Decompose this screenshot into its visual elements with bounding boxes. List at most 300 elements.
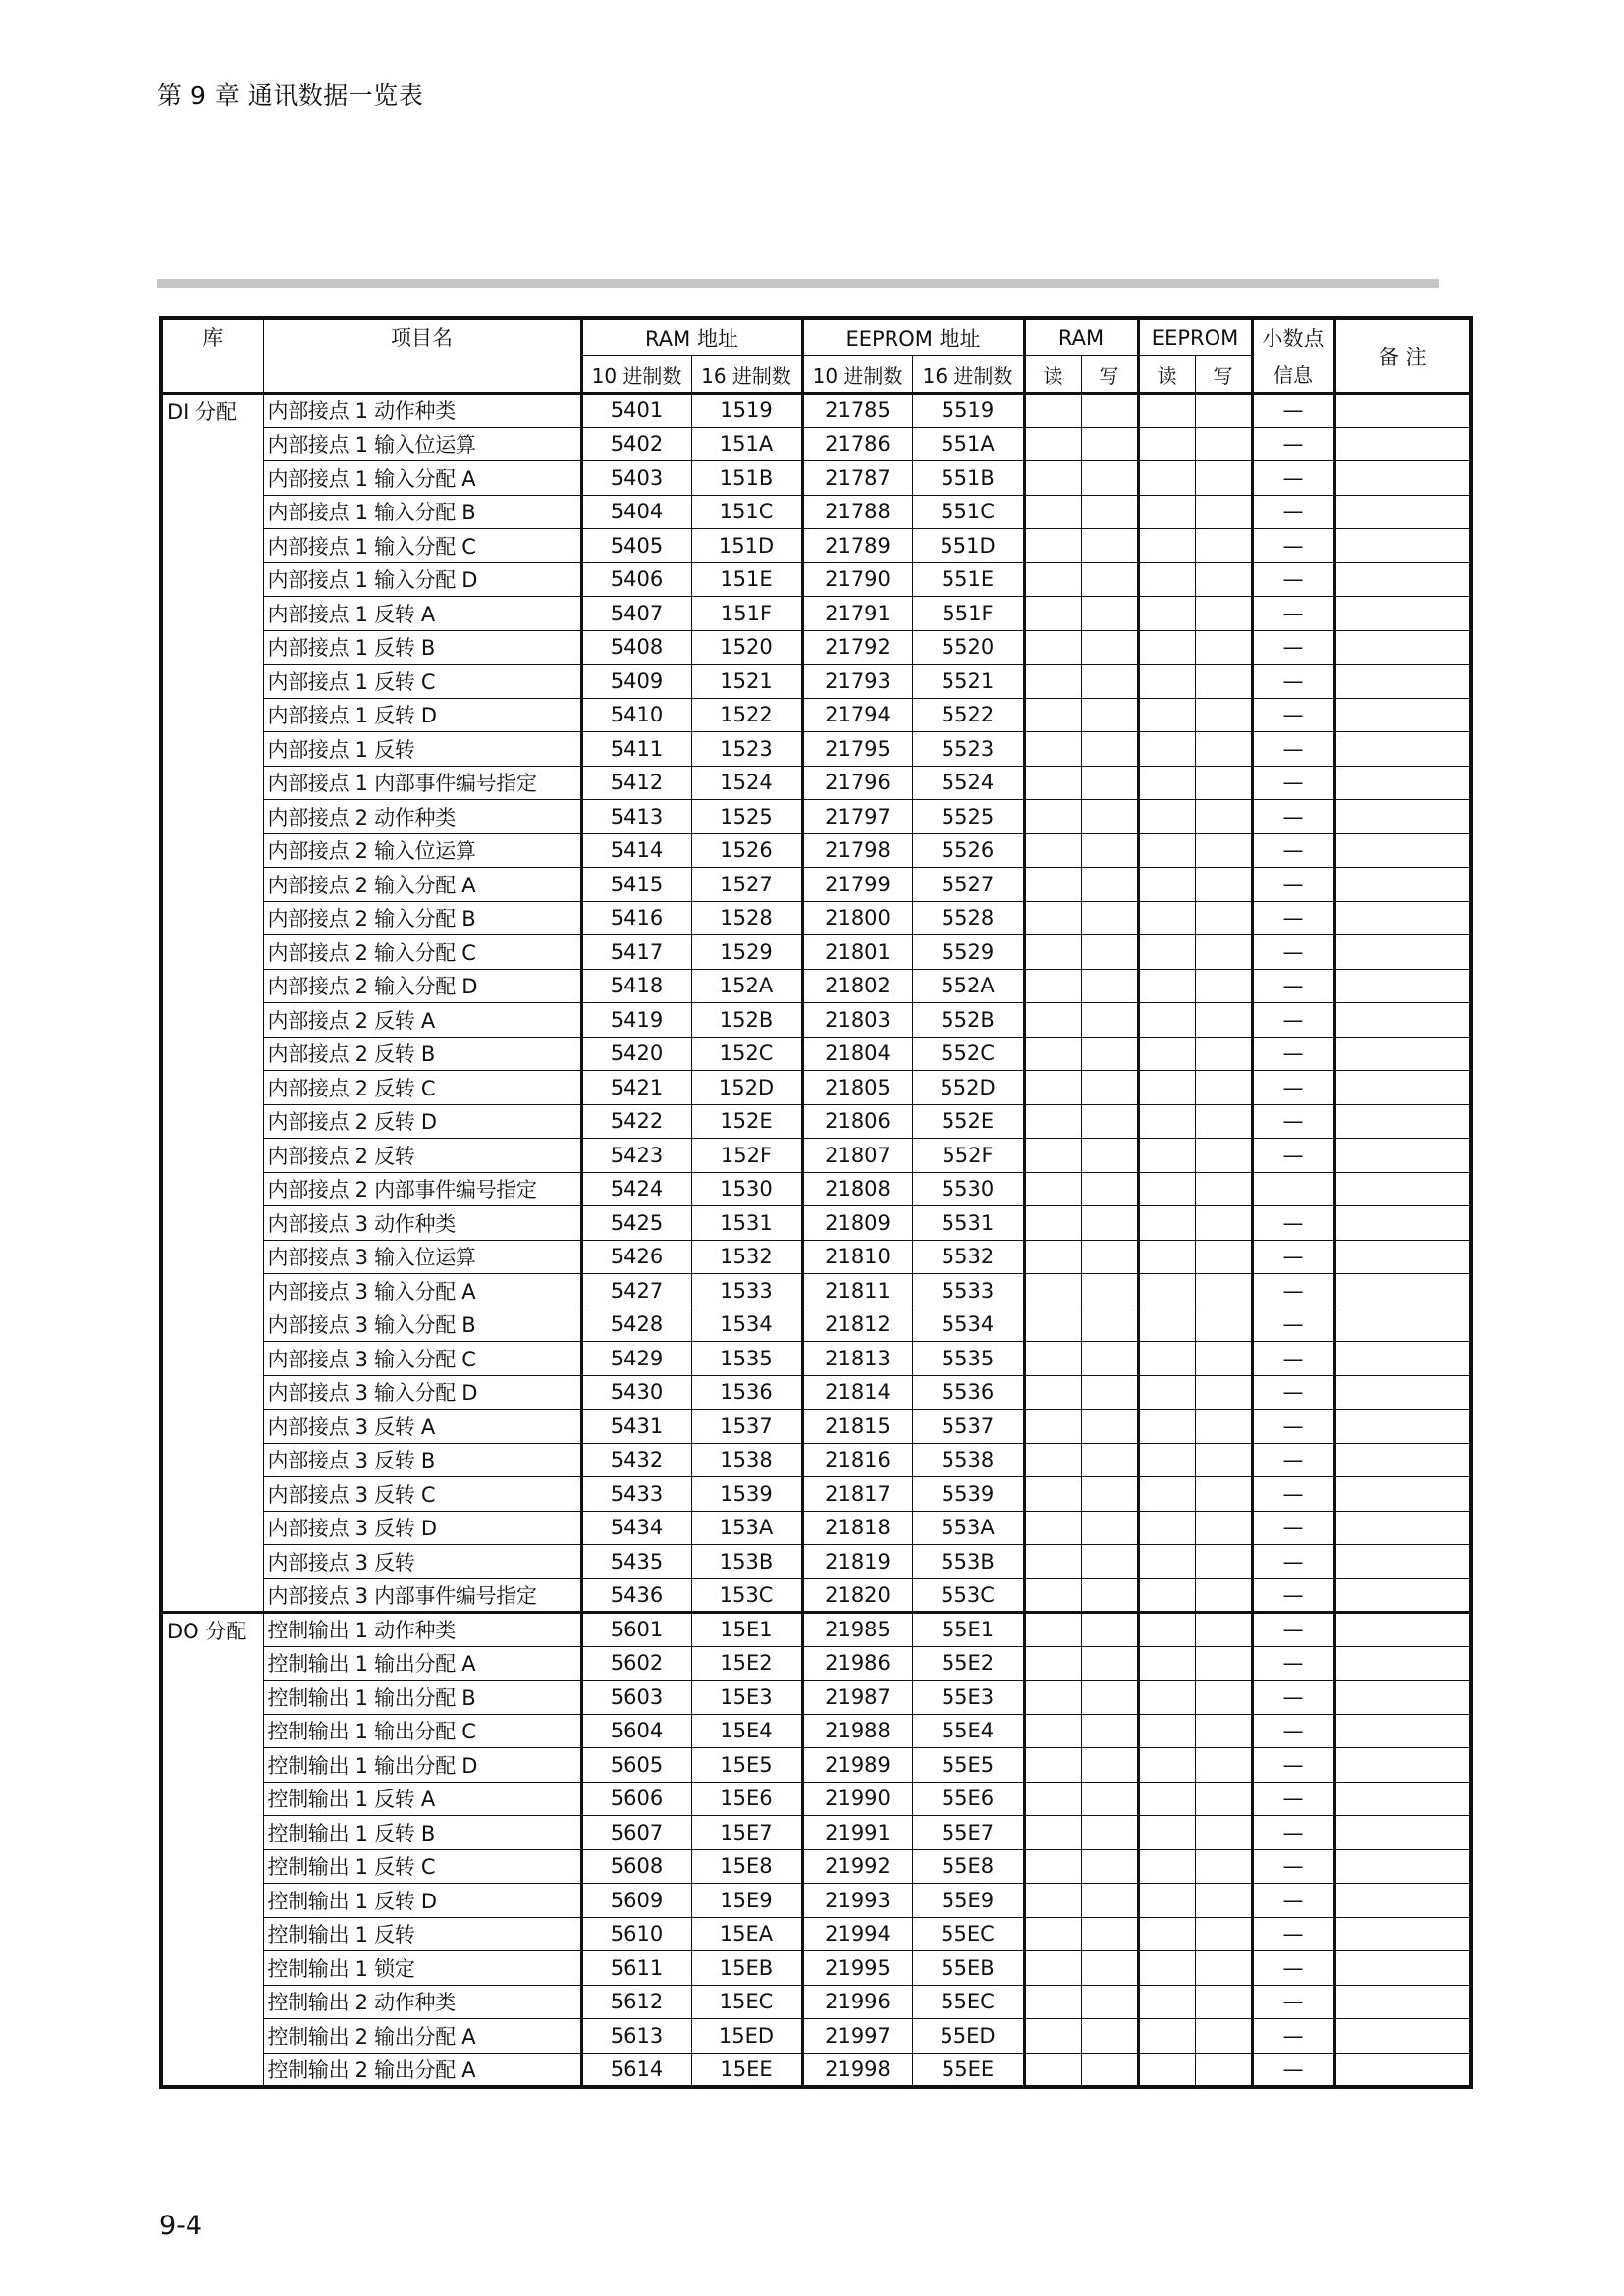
table-row [161, 868, 1471, 902]
decimal-info-cell: — [1252, 1104, 1334, 1139]
remarks-cell [1334, 1545, 1471, 1579]
ram-hex-cell: 1520 [691, 630, 802, 665]
ram-read-cell [1024, 1816, 1081, 1850]
ram-read-cell [1024, 1139, 1081, 1173]
decimal-info-cell: — [1252, 1917, 1334, 1951]
header-rule [157, 279, 1439, 288]
ram-hex-cell: 1538 [691, 1443, 802, 1477]
ram-dec-cell: 5407 [581, 597, 691, 631]
eeprom-write-cell [1195, 1951, 1252, 1986]
eeprom-write-cell [1195, 394, 1252, 428]
col-header-eeprom-address: EEPROM 地址 [802, 318, 1024, 356]
eeprom-read-cell [1138, 1003, 1195, 1038]
ram-read-cell [1024, 833, 1081, 868]
ram-hex-cell: 15EB [691, 1951, 802, 1986]
eeprom-hex-cell: 55E1 [912, 1613, 1024, 1647]
decimal-info-cell: — [1252, 935, 1334, 970]
remarks-cell [1334, 1884, 1471, 1918]
ram-write-cell [1081, 1240, 1138, 1274]
ram-write-cell [1081, 1849, 1138, 1884]
table-row [161, 2053, 1471, 2087]
item-name-cell: 内部接点 3 反转 A [263, 1410, 581, 1444]
ram-hex-cell: 1522 [691, 698, 802, 732]
ram-write-cell [1081, 630, 1138, 665]
eeprom-dec-cell: 21992 [802, 1849, 912, 1884]
ram-dec-cell: 5603 [581, 1681, 691, 1715]
eeprom-hex-cell: 5537 [912, 1410, 1024, 1444]
item-name-cell: 控制输出 2 输出分配 A [263, 2019, 581, 2054]
item-name-cell: 控制输出 2 输出分配 A [263, 2053, 581, 2087]
eeprom-dec-cell: 21991 [802, 1816, 912, 1850]
remarks-cell [1334, 2019, 1471, 2054]
ram-dec-cell: 5423 [581, 1139, 691, 1173]
ram-hex-cell: 1523 [691, 732, 802, 767]
ram-read-cell [1024, 1681, 1081, 1715]
ram-dec-cell: 5432 [581, 1443, 691, 1477]
decimal-info-cell: — [1252, 1071, 1334, 1105]
col-header-eeprom-read: 读 [1138, 356, 1195, 394]
ram-hex-cell: 1532 [691, 1240, 802, 1274]
ram-dec-cell: 5610 [581, 1917, 691, 1951]
ram-hex-cell: 15E3 [691, 1681, 802, 1715]
eeprom-dec-cell: 21815 [802, 1410, 912, 1444]
ram-dec-cell: 5431 [581, 1410, 691, 1444]
eeprom-dec-cell: 21990 [802, 1782, 912, 1816]
remarks-cell [1334, 1443, 1471, 1477]
eeprom-dec-cell: 21820 [802, 1578, 912, 1613]
eeprom-dec-cell: 21993 [802, 1884, 912, 1918]
ram-write-cell [1081, 1646, 1138, 1681]
ram-write-cell [1081, 1714, 1138, 1748]
eeprom-hex-cell: 55EC [912, 1917, 1024, 1951]
ram-write-cell [1081, 1274, 1138, 1308]
eeprom-hex-cell: 552B [912, 1003, 1024, 1038]
eeprom-read-cell [1138, 1849, 1195, 1884]
ram-read-cell [1024, 1274, 1081, 1308]
ram-hex-cell: 151C [691, 495, 802, 529]
eeprom-hex-cell: 552E [912, 1104, 1024, 1139]
eeprom-read-cell [1138, 1917, 1195, 1951]
ram-read-cell [1024, 1884, 1081, 1918]
ram-write-cell [1081, 2053, 1138, 2087]
ram-write-cell [1081, 901, 1138, 935]
table-row [161, 1714, 1471, 1748]
decimal-info-cell: — [1252, 495, 1334, 529]
ram-write-cell [1081, 1917, 1138, 1951]
eeprom-hex-cell: 55E2 [912, 1646, 1024, 1681]
ram-read-cell [1024, 1511, 1081, 1545]
eeprom-dec-cell: 21995 [802, 1951, 912, 1986]
decimal-info-cell: — [1252, 1545, 1334, 1579]
remarks-cell [1334, 1849, 1471, 1884]
ram-dec-cell: 5433 [581, 1477, 691, 1512]
ram-dec-cell: 5420 [581, 1037, 691, 1071]
remarks-cell [1334, 1308, 1471, 1342]
ram-dec-cell: 5403 [581, 461, 691, 496]
eeprom-write-cell [1195, 1003, 1252, 1038]
ram-dec-cell: 5611 [581, 1951, 691, 1986]
eeprom-write-cell [1195, 1240, 1252, 1274]
eeprom-read-cell [1138, 1308, 1195, 1342]
ram-write-cell [1081, 1985, 1138, 2019]
eeprom-write-cell [1195, 1477, 1252, 1512]
ram-write-cell [1081, 1375, 1138, 1410]
ram-dec-cell: 5601 [581, 1613, 691, 1647]
ram-write-cell [1081, 1748, 1138, 1783]
eeprom-read-cell [1138, 1443, 1195, 1477]
eeprom-write-cell [1195, 1578, 1252, 1613]
eeprom-hex-cell: 5520 [912, 630, 1024, 665]
table-row [161, 732, 1471, 767]
eeprom-hex-cell: 551C [912, 495, 1024, 529]
table-row [161, 1037, 1471, 1071]
eeprom-hex-cell: 551B [912, 461, 1024, 496]
ram-write-cell [1081, 1511, 1138, 1545]
eeprom-hex-cell: 5533 [912, 1274, 1024, 1308]
eeprom-hex-cell: 55EC [912, 1985, 1024, 2019]
ram-hex-cell: 1539 [691, 1477, 802, 1512]
eeprom-read-cell [1138, 800, 1195, 834]
table-row [161, 1308, 1471, 1342]
item-name-cell: 内部接点 2 输入分配 D [263, 969, 581, 1003]
ram-read-cell [1024, 868, 1081, 902]
eeprom-hex-cell: 5538 [912, 1443, 1024, 1477]
remarks-cell [1334, 1511, 1471, 1545]
ram-read-cell [1024, 1003, 1081, 1038]
ram-write-cell [1081, 766, 1138, 800]
decimal-info-cell: — [1252, 562, 1334, 597]
ram-write-cell [1081, 1681, 1138, 1715]
ram-dec-cell: 5422 [581, 1104, 691, 1139]
ram-write-cell [1081, 461, 1138, 496]
remarks-cell [1334, 1172, 1471, 1206]
eeprom-hex-cell: 551E [912, 562, 1024, 597]
eeprom-hex-cell: 5528 [912, 901, 1024, 935]
ram-hex-cell: 152C [691, 1037, 802, 1071]
eeprom-read-cell [1138, 394, 1195, 428]
ram-write-cell [1081, 1578, 1138, 1613]
eeprom-hex-cell: 5530 [912, 1172, 1024, 1206]
table-row [161, 1139, 1471, 1173]
eeprom-write-cell [1195, 1917, 1252, 1951]
ram-write-cell [1081, 394, 1138, 428]
item-name-cell: 内部接点 1 反转 C [263, 665, 581, 699]
eeprom-write-cell [1195, 1410, 1252, 1444]
ram-hex-cell: 15E4 [691, 1714, 802, 1748]
col-header-remarks: 备 注 [1334, 318, 1471, 394]
ram-hex-cell: 152A [691, 969, 802, 1003]
ram-hex-cell: 151A [691, 427, 802, 461]
ram-write-cell [1081, 1139, 1138, 1173]
eeprom-hex-cell: 5539 [912, 1477, 1024, 1512]
eeprom-hex-cell: 5535 [912, 1342, 1024, 1376]
eeprom-hex-cell: 551A [912, 427, 1024, 461]
table-row [161, 1410, 1471, 1444]
eeprom-hex-cell: 55E4 [912, 1714, 1024, 1748]
eeprom-dec-cell: 21802 [802, 969, 912, 1003]
eeprom-hex-cell: 5525 [912, 800, 1024, 834]
ram-hex-cell: 15EA [691, 1917, 802, 1951]
ram-dec-cell: 5613 [581, 2019, 691, 2054]
decimal-info-cell: — [1252, 1782, 1334, 1816]
item-name-cell: 内部接点 3 输入分配 D [263, 1375, 581, 1410]
ram-read-cell [1024, 1342, 1081, 1376]
decimal-info-cell: — [1252, 1748, 1334, 1783]
ram-hex-cell: 153A [691, 1511, 802, 1545]
ram-hex-cell: 15E5 [691, 1748, 802, 1783]
ram-hex-cell: 151D [691, 529, 802, 563]
remarks-cell [1334, 1240, 1471, 1274]
decimal-info-cell: — [1252, 1681, 1334, 1715]
decimal-info-cell: — [1252, 1511, 1334, 1545]
ram-hex-cell: 1533 [691, 1274, 802, 1308]
item-name-cell: 内部接点 3 输入分配 C [263, 1342, 581, 1376]
table-row [161, 1206, 1471, 1241]
eeprom-write-cell [1195, 868, 1252, 902]
ram-hex-cell: 1537 [691, 1410, 802, 1444]
ram-hex-cell: 151E [691, 562, 802, 597]
ram-dec-cell: 5612 [581, 1985, 691, 2019]
ram-dec-cell: 5406 [581, 562, 691, 597]
item-name-cell: 控制输出 1 锁定 [263, 1951, 581, 1986]
eeprom-dec-cell: 21816 [802, 1443, 912, 1477]
ram-read-cell [1024, 1410, 1081, 1444]
eeprom-dec-cell: 21792 [802, 630, 912, 665]
ram-hex-cell: 15EC [691, 1985, 802, 2019]
ram-read-cell [1024, 1308, 1081, 1342]
eeprom-dec-cell: 21797 [802, 800, 912, 834]
item-name-cell: 内部接点 2 输入分配 C [263, 935, 581, 970]
col-header-decimal-line2: 信息 [1252, 356, 1334, 394]
eeprom-dec-cell: 21804 [802, 1037, 912, 1071]
item-name-cell: 内部接点 3 动作种类 [263, 1206, 581, 1241]
decimal-info-cell: — [1252, 868, 1334, 902]
remarks-cell [1334, 1477, 1471, 1512]
eeprom-read-cell [1138, 935, 1195, 970]
chapter-heading: 第 9 章 通讯数据一览表 [157, 81, 424, 110]
item-name-cell: 内部接点 3 输入位运算 [263, 1240, 581, 1274]
eeprom-write-cell [1195, 562, 1252, 597]
remarks-cell [1334, 1037, 1471, 1071]
ram-hex-cell: 152E [691, 1104, 802, 1139]
decimal-info-cell: — [1252, 1240, 1334, 1274]
ram-dec-cell: 5428 [581, 1308, 691, 1342]
eeprom-hex-cell: 5531 [912, 1206, 1024, 1241]
eeprom-read-cell [1138, 1172, 1195, 1206]
eeprom-write-cell [1195, 1274, 1252, 1308]
table-row [161, 495, 1471, 529]
eeprom-read-cell [1138, 2053, 1195, 2087]
item-name-cell: 控制输出 1 反转 [263, 1917, 581, 1951]
ram-read-cell [1024, 427, 1081, 461]
eeprom-dec-cell: 21799 [802, 868, 912, 902]
remarks-cell [1334, 1646, 1471, 1681]
table-row [161, 1003, 1471, 1038]
eeprom-write-cell [1195, 1681, 1252, 1715]
ram-write-cell [1081, 1410, 1138, 1444]
eeprom-hex-cell: 5526 [912, 833, 1024, 868]
eeprom-write-cell [1195, 935, 1252, 970]
ram-read-cell [1024, 630, 1081, 665]
ram-hex-cell: 15E9 [691, 1884, 802, 1918]
decimal-info-cell: — [1252, 1003, 1334, 1038]
decimal-info-cell: — [1252, 1375, 1334, 1410]
eeprom-read-cell [1138, 1274, 1195, 1308]
ram-write-cell [1081, 868, 1138, 902]
table-row [161, 394, 1471, 428]
ram-hex-cell: 1535 [691, 1342, 802, 1376]
item-name-cell: 内部接点 1 输入分配 B [263, 495, 581, 529]
communication-data-table [159, 316, 1473, 2089]
remarks-cell [1334, 427, 1471, 461]
table-row [161, 461, 1471, 496]
eeprom-dec-cell: 21808 [802, 1172, 912, 1206]
ram-hex-cell: 152F [691, 1139, 802, 1173]
ram-hex-cell: 15E2 [691, 1646, 802, 1681]
library-group-label: DO 分配 [161, 1613, 263, 2087]
decimal-info-cell: — [1252, 597, 1334, 631]
eeprom-hex-cell: 5527 [912, 868, 1024, 902]
decimal-info-cell: — [1252, 1613, 1334, 1647]
ram-write-cell [1081, 1172, 1138, 1206]
decimal-info-cell: — [1252, 1849, 1334, 1884]
eeprom-dec-cell: 21813 [802, 1342, 912, 1376]
remarks-cell [1334, 1748, 1471, 1783]
table-row [161, 597, 1471, 631]
eeprom-read-cell [1138, 1139, 1195, 1173]
eeprom-dec-cell: 21798 [802, 833, 912, 868]
ram-read-cell [1024, 1646, 1081, 1681]
remarks-cell [1334, 461, 1471, 496]
eeprom-dec-cell: 21785 [802, 394, 912, 428]
remarks-cell [1334, 1613, 1471, 1647]
table-body [161, 394, 1471, 2087]
eeprom-write-cell [1195, 597, 1252, 631]
eeprom-read-cell [1138, 1342, 1195, 1376]
remarks-cell [1334, 2053, 1471, 2087]
table-row [161, 766, 1471, 800]
eeprom-hex-cell: 553C [912, 1578, 1024, 1613]
remarks-cell [1334, 1410, 1471, 1444]
eeprom-hex-cell: 5534 [912, 1308, 1024, 1342]
table-row [161, 969, 1471, 1003]
eeprom-dec-cell: 21817 [802, 1477, 912, 1512]
item-name-cell: 内部接点 1 输入位运算 [263, 427, 581, 461]
ram-hex-cell: 1521 [691, 665, 802, 699]
eeprom-read-cell [1138, 868, 1195, 902]
ram-write-cell [1081, 1342, 1138, 1376]
table-row [161, 1172, 1471, 1206]
eeprom-read-cell [1138, 1037, 1195, 1071]
ram-hex-cell: 1530 [691, 1172, 802, 1206]
eeprom-dec-cell: 21803 [802, 1003, 912, 1038]
table-row [161, 901, 1471, 935]
eeprom-dec-cell: 21997 [802, 2019, 912, 2054]
item-name-cell: 控制输出 1 输出分配 C [263, 1714, 581, 1748]
eeprom-dec-cell: 21809 [802, 1206, 912, 1241]
ram-dec-cell: 5427 [581, 1274, 691, 1308]
ram-hex-cell: 1526 [691, 833, 802, 868]
eeprom-dec-cell: 21819 [802, 1545, 912, 1579]
remarks-cell [1334, 1104, 1471, 1139]
ram-write-cell [1081, 1477, 1138, 1512]
item-name-cell: 内部接点 2 输入分配 A [263, 868, 581, 902]
eeprom-hex-cell: 5532 [912, 1240, 1024, 1274]
decimal-info-cell: — [1252, 1884, 1334, 1918]
remarks-cell [1334, 1274, 1471, 1308]
remarks-cell [1334, 529, 1471, 563]
ram-write-cell [1081, 1104, 1138, 1139]
table-row [161, 1613, 1471, 1647]
eeprom-write-cell [1195, 1782, 1252, 1816]
decimal-info-cell: — [1252, 394, 1334, 428]
eeprom-hex-cell: 55EB [912, 1951, 1024, 1986]
item-name-cell: 控制输出 1 输出分配 B [263, 1681, 581, 1715]
decimal-info-cell: — [1252, 630, 1334, 665]
ram-read-cell [1024, 1071, 1081, 1105]
decimal-info-cell: — [1252, 1206, 1334, 1241]
eeprom-write-cell [1195, 1375, 1252, 1410]
ram-hex-cell: 1524 [691, 766, 802, 800]
item-name-cell: 内部接点 3 反转 D [263, 1511, 581, 1545]
table-row [161, 1104, 1471, 1139]
eeprom-dec-cell: 21998 [802, 2053, 912, 2087]
ram-write-cell [1081, 427, 1138, 461]
remarks-cell [1334, 1071, 1471, 1105]
eeprom-dec-cell: 21810 [802, 1240, 912, 1274]
table-row [161, 1071, 1471, 1105]
eeprom-read-cell [1138, 597, 1195, 631]
ram-read-cell [1024, 1240, 1081, 1274]
ram-read-cell [1024, 732, 1081, 767]
ram-write-cell [1081, 2019, 1138, 2054]
eeprom-read-cell [1138, 1613, 1195, 1647]
ram-write-cell [1081, 1037, 1138, 1071]
eeprom-hex-cell: 5536 [912, 1375, 1024, 1410]
ram-read-cell [1024, 901, 1081, 935]
ram-hex-cell: 1531 [691, 1206, 802, 1241]
ram-dec-cell: 5614 [581, 2053, 691, 2087]
table-row [161, 698, 1471, 732]
eeprom-dec-cell: 21806 [802, 1104, 912, 1139]
table-row [161, 1816, 1471, 1850]
ram-dec-cell: 5409 [581, 665, 691, 699]
ram-dec-cell: 5413 [581, 800, 691, 834]
table-row [161, 1274, 1471, 1308]
ram-dec-cell: 5412 [581, 766, 691, 800]
ram-read-cell [1024, 461, 1081, 496]
remarks-cell [1334, 935, 1471, 970]
eeprom-write-cell [1195, 1985, 1252, 2019]
decimal-info-cell: — [1252, 2053, 1334, 2087]
decimal-info-cell: — [1252, 665, 1334, 699]
ram-hex-cell: 15EE [691, 2053, 802, 2087]
eeprom-write-cell [1195, 665, 1252, 699]
ram-dec-cell: 5424 [581, 1172, 691, 1206]
decimal-info-cell: — [1252, 732, 1334, 767]
eeprom-read-cell [1138, 766, 1195, 800]
ram-dec-cell: 5425 [581, 1206, 691, 1241]
table-row [161, 2019, 1471, 2054]
eeprom-read-cell [1138, 427, 1195, 461]
eeprom-hex-cell: 55E7 [912, 1816, 1024, 1850]
table-row [161, 1578, 1471, 1613]
eeprom-write-cell [1195, 2053, 1252, 2087]
item-name-cell: 内部接点 1 反转 A [263, 597, 581, 631]
ram-write-cell [1081, 1613, 1138, 1647]
eeprom-read-cell [1138, 833, 1195, 868]
item-name-cell: 内部接点 1 反转 [263, 732, 581, 767]
